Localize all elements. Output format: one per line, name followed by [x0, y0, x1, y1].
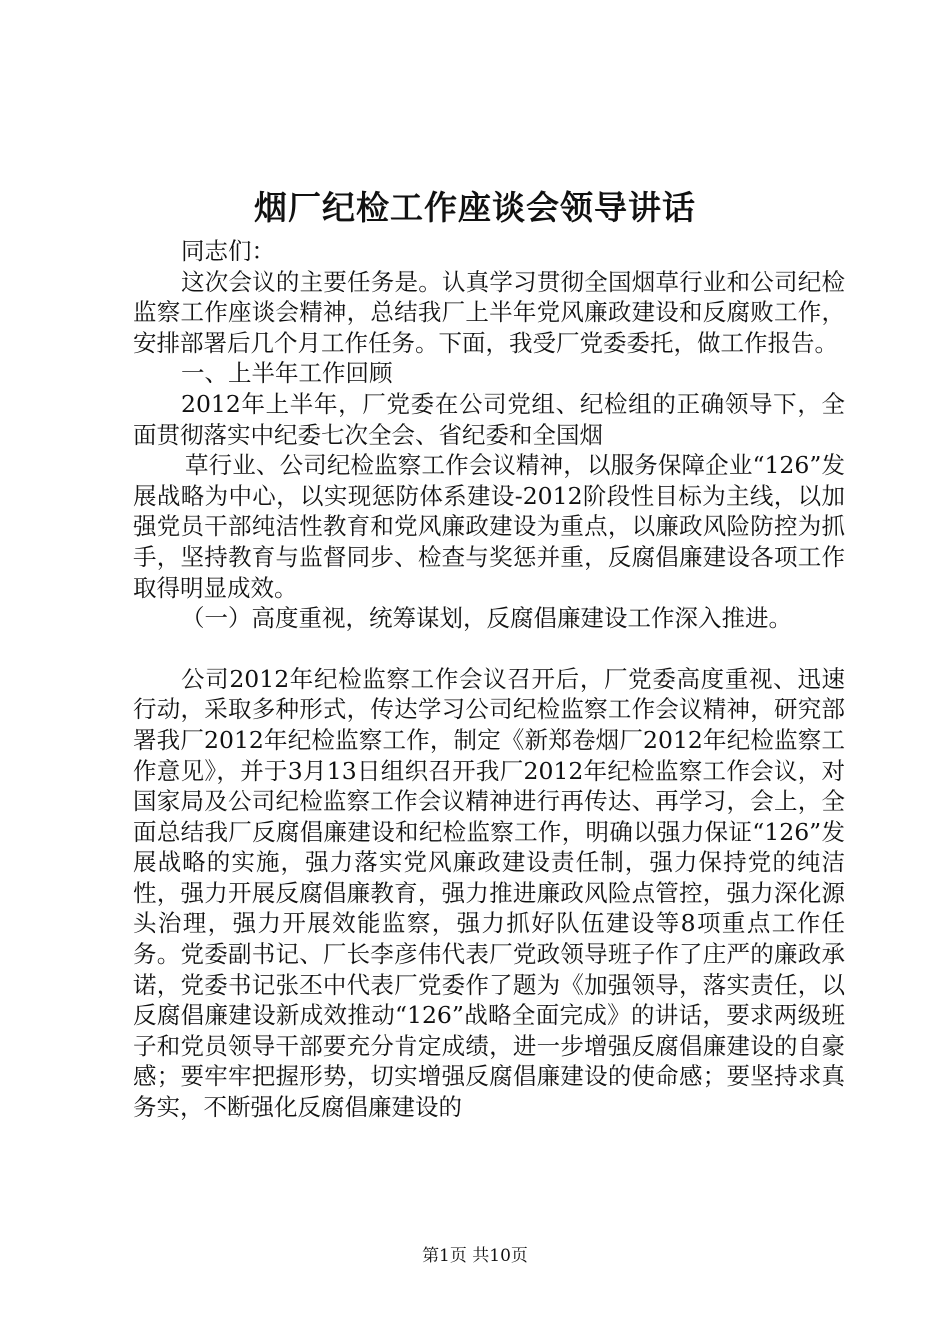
paragraph-continuation: 草行业、公司纪检监察工作会议精神，以服务保障企业“126”发展战略为中心，以实现惩防体系建设-2012阶段性目标为主线，以加强党员干部纯洁性教育和党风廉政建设为重点，以廉政风险防控为抓手，坚持教育与监督同步、检查与奖惩并重，反腐倡廉建设各项工作取得明显成效。 — [133, 451, 845, 602]
subsection-heading-1: （一）高度重视，统筹谋划，反腐倡廉建设工作深入推进。 — [181, 604, 792, 633]
document-title: 烟厂纪检工作座谈会领导讲话 — [254, 188, 696, 227]
section-heading-review: 一、上半年工作回顾 — [181, 359, 393, 388]
paragraph-meeting: 公司2012年纪检监察工作会议召开后，厂党委高度重视、迅速行动，采取多种形式，传达学习公司纪检监察工作会议精神，研究部署我厂2012年纪检监察工作，制定《新郑卷烟厂2012年纪检监察工作意见》，并于3月13日组织召开我厂2012年纪检监察工作会议，对国家局及公司纪检监察工作会议精神进行再传达、再学习，会上，全面总结我厂反腐倡廉建设和纪检监察工作，明确以强力保证“126”发展战略的实施，强力落实党风廉政建设责任制，强力保持党的纯洁性，强力开展反腐倡廉教育，强力推进廉政风险点管控，强力深化源头治理，强力开展效能监察，强力抓好队伍建设等8项重点工作任务。党委副书记、厂长李彦伟代表厂党政领导班子作了庄严的廉政承诺，党委书记张丕中代表厂党委作了题为《加强领导，落实责任，以反腐倡廉建设新成效推动“126”战略全面完成》的讲话，要求两级班子和党员领导干部要充分肯定成绩，进一步增强反腐倡廉建设的自豪感；要牢牢把握形势，切实增强反腐倡廉建设的使命感；要坚持求真务实，不断强化反腐倡廉建设的 — [133, 664, 845, 1122]
document-body — [133, 236, 845, 1123]
paragraph-intro: 这次会议的主要任务是。认真学习贯彻全国烟草行业和公司纪检监察工作座谈会精神，总结我厂上半年党风廉政建设和反腐败工作，安排部署后几个月工作任务。下面，我受厂党委委托，做工作报告。 — [133, 267, 845, 357]
salutation: 同志们： — [181, 237, 275, 265]
page-footer: 第1页 共10页 — [422, 1246, 528, 1266]
paragraph-first-half: 2012年上半年，厂党委在公司党组、纪检组的正确领导下，全面贯彻落实中纪委七次全会、省纪委和全国烟 — [133, 389, 845, 449]
